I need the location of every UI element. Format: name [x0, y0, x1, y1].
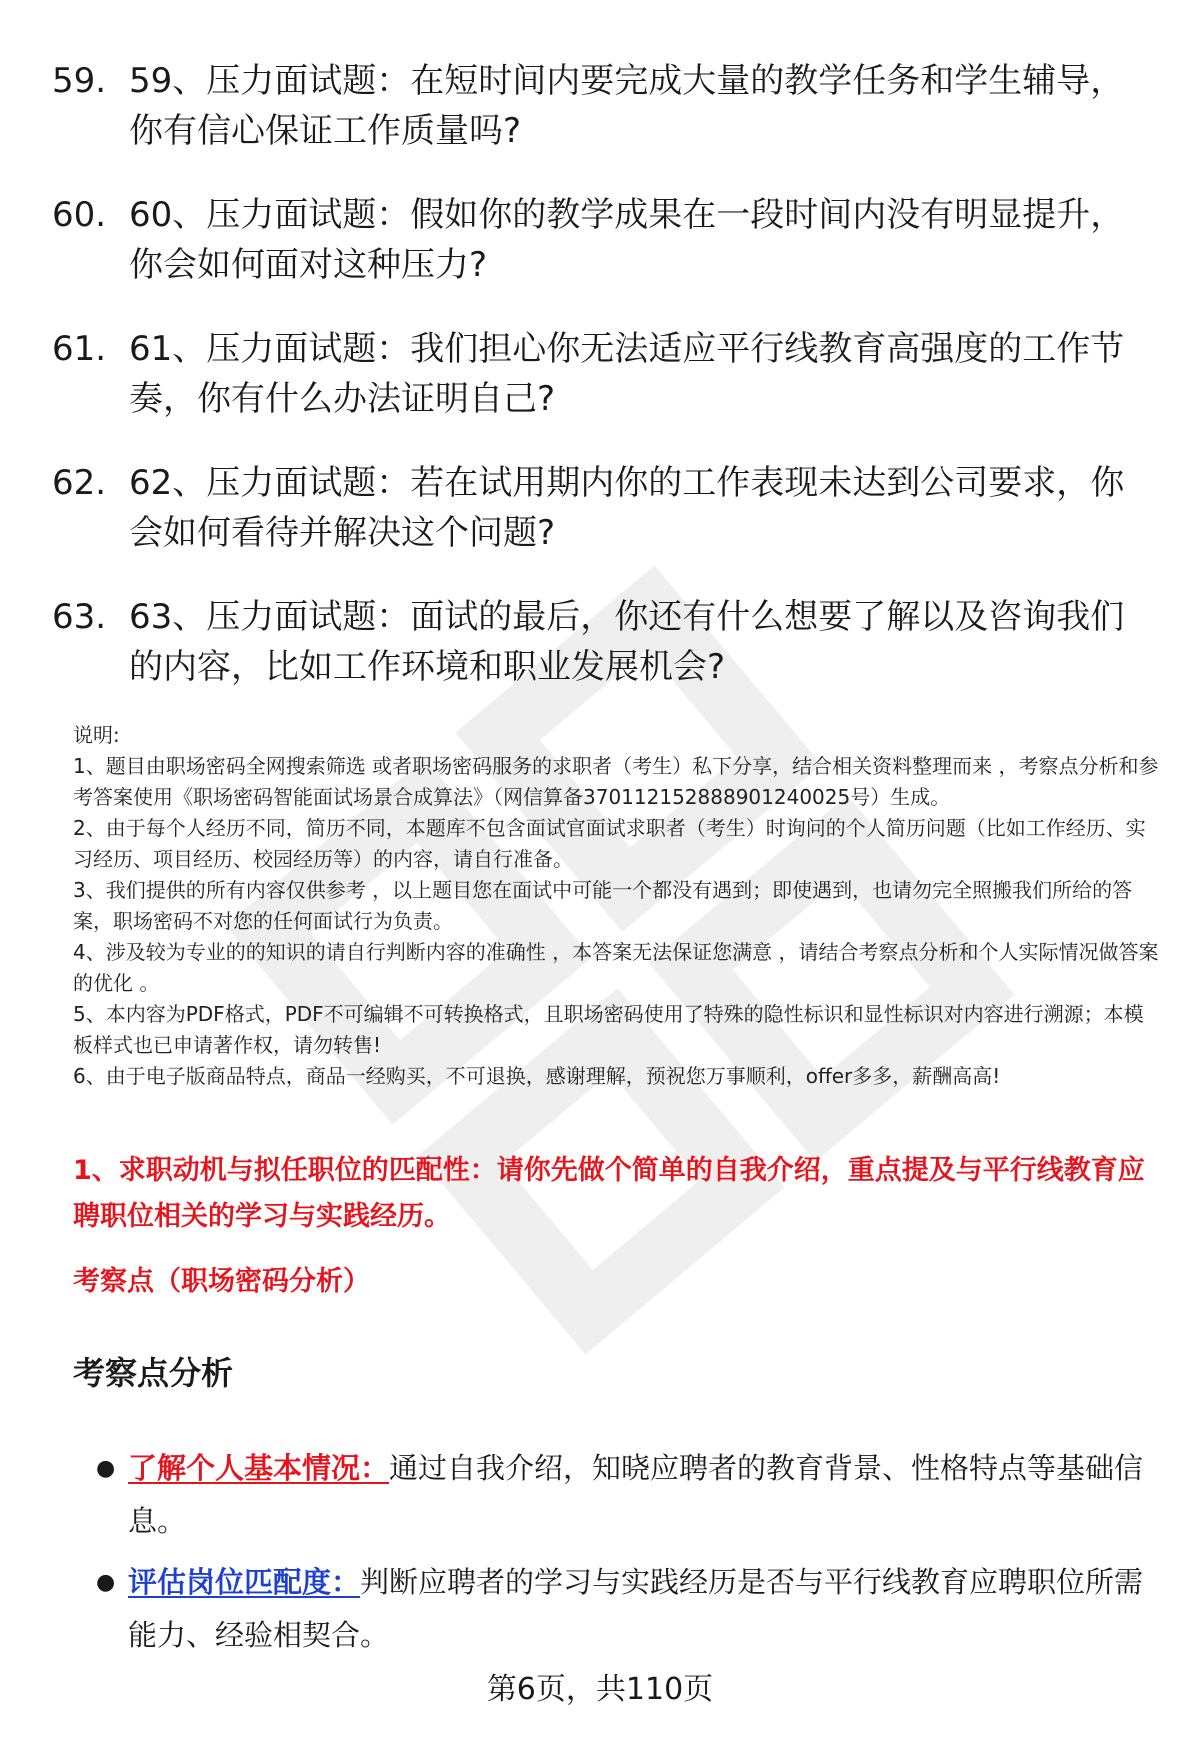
disclaimer-notes: [73, 720, 1163, 1092]
notes-heading: 说明:: [73, 723, 120, 747]
note-item: 3、我们提供的所有内容仅供参考 ，以上题目您在面试中可能一个都没有遇到；即使遇到，也请勿完全照搬我们所给的答案，职场密码不对您的任何面试行为负责。: [73, 878, 1133, 933]
bullet-dot-icon: ●: [96, 1456, 116, 1481]
note-item: 5、本内容为PDF格式，PDF不可编辑不可转换格式，且职场密码使用了特殊的隐性标识和显性标识对内容进行溯源；本模板样式也已申请著作权，请勿转售!: [73, 1002, 1144, 1057]
question-item: [52, 592, 1152, 692]
page-footer: 第6页，共110页: [486, 1672, 714, 1707]
question-number: 61.: [52, 329, 107, 369]
analysis-bullet: [96, 1442, 1146, 1548]
bullet-dot-icon: ●: [96, 1570, 116, 1595]
question-text: 63、压力面试题：面试的最后，你还有什么想要了解以及咨询我们的内容，比如工作环境和职业发展机会?: [129, 597, 1125, 687]
question-item: [52, 190, 1152, 290]
question-text: 60、压力面试题：假如你的教学成果在一段时间内没有明显提升，你会如何面对这种压力?: [129, 195, 1125, 285]
bullet-text: 判断应聘者的学习与实践经历是否与平行线教育应聘职位所需能力、经验相契合。: [128, 1565, 1144, 1652]
analysis-bullet: [96, 1556, 1146, 1662]
question-item: [52, 324, 1152, 424]
analysis-bullet-list: [96, 1442, 1146, 1670]
question-text: 61、压力面试题：我们担心你无法适应平行线教育高强度的工作节奏，你有什么办法证明自己?: [129, 329, 1125, 419]
question-item: [52, 56, 1152, 156]
note-item: 2、由于每个人经历不同，简历不同，本题库不包含面试官面试求职者（考生）时询问的个人简历问题（比如工作经历、实习经历、项目经历、校园经历等）的内容，请自行准备。: [73, 816, 1146, 871]
bullet-text: 通过自我介绍，知晓应聘者的教育背景、性格特点等基础信息。: [128, 1451, 1144, 1538]
note-item: 6、由于电子版商品特点，商品一经购买，不可退换，感谢理解，预祝您万事顺利，offer多多，薪酬高高!: [73, 1064, 1001, 1088]
question-text: 62、压力面试题：若在试用期内你的工作表现未达到公司要求，你会如何看待并解决这个问题?: [129, 463, 1125, 553]
question-number: 60.: [52, 195, 107, 235]
question-number: 63.: [52, 597, 107, 637]
note-item: 4、涉及较为专业的的知识的请自行判断内容的准确性 ，本答案无法保证您满意 ，请结合考察点分析和个人实际情况做答案的优化 。: [73, 940, 1159, 995]
section-question-title: 1、求职动机与拟任职位的匹配性：请你先做个简单的自我介绍，重点提及与平行线教育应聘职位相关的学习与实践经历。: [73, 1155, 1145, 1232]
question-list: [52, 56, 1152, 726]
analysis-heading: 考察点分析: [73, 1354, 234, 1392]
section-subtitle: 考察点（职场密码分析）: [73, 1266, 370, 1297]
bullet-keyword: 了解个人基本情况：: [128, 1451, 390, 1485]
question-number: 62.: [52, 463, 107, 503]
question-item: [52, 458, 1152, 558]
bullet-keyword: 评估岗位匹配度：: [128, 1565, 361, 1599]
question-number: 59.: [52, 61, 107, 101]
note-item: 1、题目由职场密码全网搜索筛选 或者职场密码服务的求职者（考生）私下分享，结合相关资料整理而来 ，考察点分析和参考答案使用《职场密码智能面试场景合成算法》（网信算备370112152888901240025号）生成。: [73, 754, 1159, 809]
question-text: 59、压力面试题：在短时间内要完成大量的教学任务和学生辅导，你有信心保证工作质量吗?: [129, 61, 1125, 151]
